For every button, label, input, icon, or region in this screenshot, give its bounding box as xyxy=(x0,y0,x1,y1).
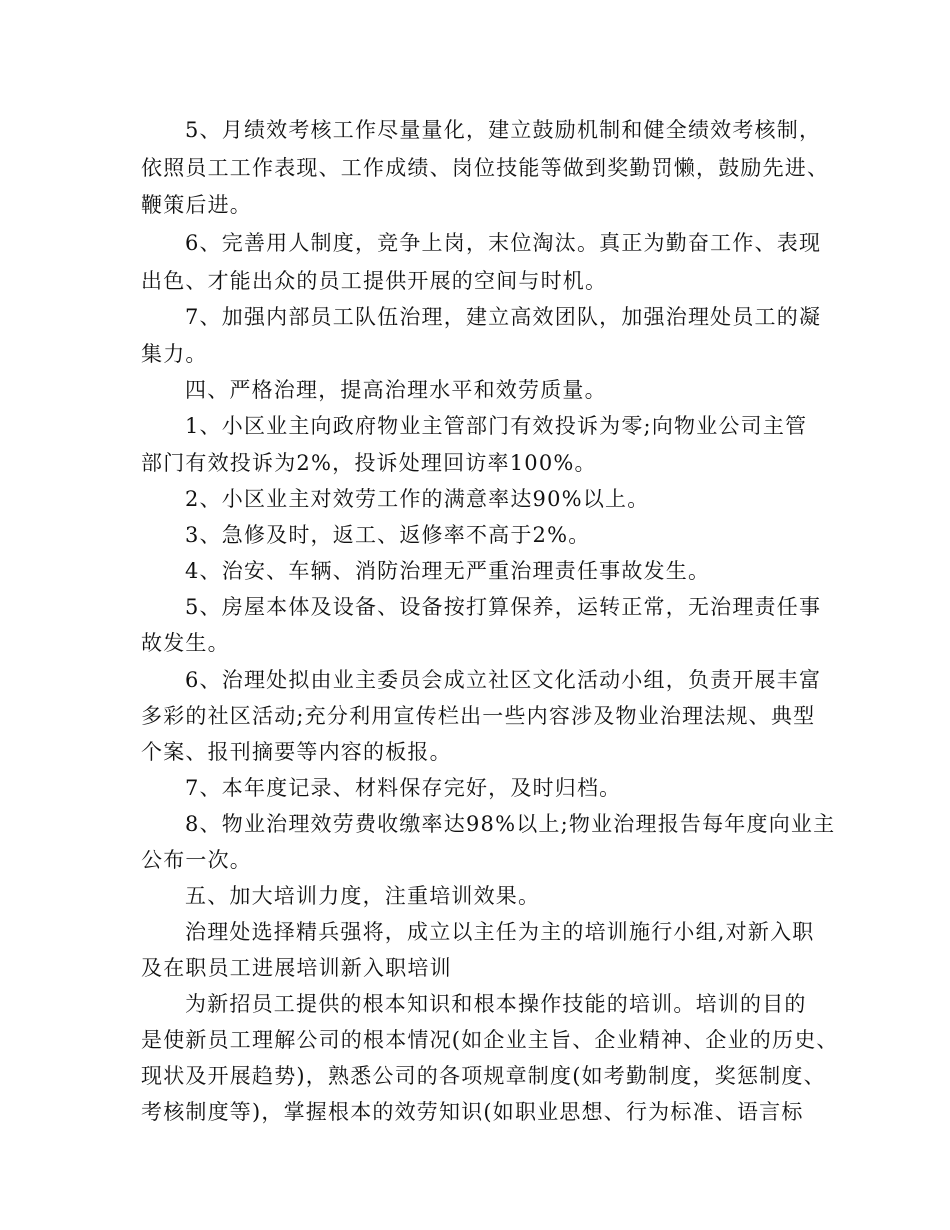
paragraph-line: 治理处选择精兵强将，成立以主任为主的培训施行小组,对新入职 xyxy=(185,920,815,944)
paragraph-line: 故发生。 xyxy=(141,631,230,655)
paragraph-line: 个案、报刊摘要等内容的板报。 xyxy=(141,740,452,764)
paragraph-line: 6、治理处拟由业主委员会成立社区文化活动小组，负责开展丰富 xyxy=(185,668,822,692)
paragraph-line: 为新招员工提供的根本知识和根本操作技能的培训。培训的目的 xyxy=(185,992,807,1016)
paragraph-line: 5、房屋本体及设备、设备按打算保养，运转正常，无治理责任事 xyxy=(185,595,822,619)
paragraph-line: 6、完善用人制度，竞争上岗，末位淘汰。真正为勤奋工作、表现 xyxy=(185,231,822,255)
paragraph-line: 1、小区业主向政府物业主管部门有效投诉为零;向物业公司主管 xyxy=(185,414,808,438)
paragraph-line: 鞭策后进。 xyxy=(141,193,252,217)
paragraph-line: 2、小区业主对效劳工作的满意率达90%以上。 xyxy=(185,487,650,511)
paragraph-line: 部门有效投诉为2%，投诉处理回访率100%。 xyxy=(141,451,597,475)
paragraph-line: 多彩的社区活动;充分利用宣传栏出一些内容涉及物业治理法规、典型 xyxy=(141,704,816,728)
paragraph-line: 及在职员工进展培训新入职培训 xyxy=(141,956,452,980)
paragraph-line: 7、加强内部员工队伍治理，建立高效团队，加强治理处员工的凝 xyxy=(185,305,822,329)
section-heading: 五、加大培训力度，注重培训效果。 xyxy=(185,884,541,908)
paragraph-line: 4、治安、车辆、消防治理无严重治理责任事故发生。 xyxy=(185,559,711,583)
paragraph-line: 依照员工工作表现、工作成绩、岗位技能等做到奖勤罚懒，鼓励先进、 xyxy=(141,156,830,180)
paragraph-line: 集力。 xyxy=(141,342,208,366)
paragraph-line: 出色、才能出众的员工提供开展的空间与时机。 xyxy=(141,269,608,293)
section-heading: 四、严格治理，提高治理水平和效劳质量。 xyxy=(185,378,607,402)
paragraph-line: 现状及开展趋势)，熟悉公司的各项规章制度(如考勤制度，奖惩制度、 xyxy=(141,1064,826,1088)
paragraph-line: 7、本年度记录、材料保存完好，及时归档。 xyxy=(185,776,622,800)
paragraph-line: 8、物业治理效劳费收缴率达98%以上;物业治理报告每年度向业主 xyxy=(185,812,836,836)
paragraph-line: 是使新员工理解公司的根本情况(如企业主旨、企业精神、企业的历史、 xyxy=(141,1028,839,1052)
paragraph-line: 3、急修及时，返工、返修率不高于2%。 xyxy=(185,523,591,547)
paragraph-line: 公布一次。 xyxy=(141,848,252,872)
paragraph-line: 5、月绩效考核工作尽量量化，建立鼓励机制和健全绩效考核制， xyxy=(185,118,822,142)
paragraph-line: 考核制度等)，掌握根本的效劳知识(如职业思想、行为标准、语言标 xyxy=(141,1100,804,1124)
